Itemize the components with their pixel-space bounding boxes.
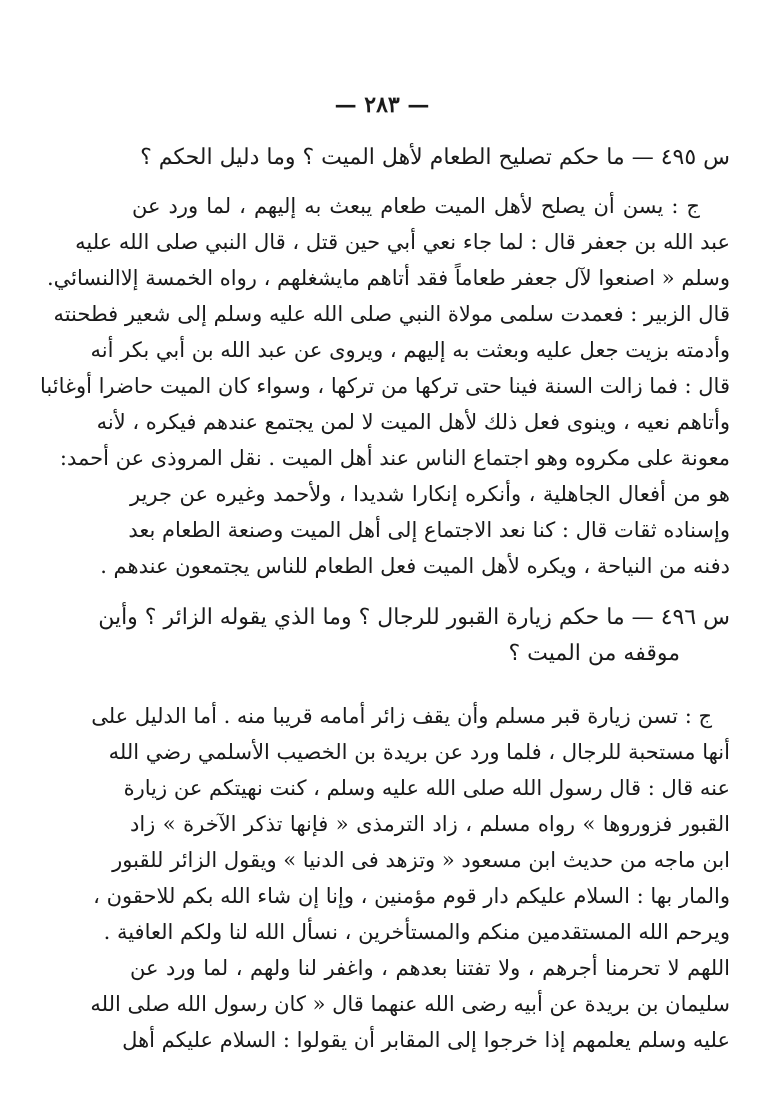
question-text-line: س ٤٩٥ — ما حكم تصليح الطعام لأهل الميت ؟ وما دليل الحكم ؟ <box>140 145 730 170</box>
question-text-line: موقفه من الميت ؟ <box>508 641 680 666</box>
answer-line: دفنه من النياحة ، ويكره لأهل الميت فعل الطعام للناس يجتمعون عندهم . <box>100 554 730 578</box>
answer-line <box>130 1060 730 1092</box>
answer-line: أنها مستحبة للرجال ، فلما ورد عن بريدة بن الخصيب الأسلمي رضي الله <box>108 740 730 764</box>
answer-line: عبد الله بن جعفر قال : لما جاء نعي أبي حين قتل ، قال النبي صلى الله عليه <box>75 230 730 254</box>
answer-line: وأدمته بزيت جعل عليه وبعثت به إليهم ، ويروى عن عبد الله بن أبي بكر أنه <box>90 338 730 362</box>
answer-line: وإسناده ثقات قال : كنا نعد الاجتماع إلى أهل الميت وصنعة الطعام بعد <box>128 518 730 542</box>
answer-line: ابن ماجه من حديث ابن مسعود « وتزهد فى الدنيا » ويقول الزائر للقبور <box>112 848 730 872</box>
answer-line: قال الزبير : فعمدت سلمى مولاة النبي صلى الله عليه وسلم إلى شعير فطحنته <box>53 302 730 326</box>
answer-line: اللهم لا تحرمنا أجرهم ، ولا تفتنا بعدهم ، واغفر لنا ولهم ، لما ورد عن <box>130 956 730 980</box>
question-text-line: س ٤٩٦ — ما حكم زيارة القبور للرجال ؟ وما الذي يقوله الزائر ؟ وأين <box>98 605 730 630</box>
answer-line: سليمان بن بريدة عن أبيه رضى الله عنهما قال « كان رسول الله صلى الله <box>90 992 730 1016</box>
answer-line: قال : فما زالت السنة فينا حتى تركها من تركها ، وسواء كان الميت حاضرا أوغائبا <box>39 374 730 398</box>
answer-line: والمار بها : السلام عليكم دار قوم مؤمنين ، وإنا إن شاء الله بكم للاحقون ، <box>93 884 730 908</box>
answer-line: عنه قال : قال رسول الله صلى الله عليه وسلم ، كنت نهيتكم عن زيارة <box>123 776 730 800</box>
question-text-line <box>168 142 208 174</box>
page-number: — ٢٨٣ — <box>334 92 430 118</box>
answer-line: ويرحم الله المستقدمين منكم والمستأخرين ، نسأل الله لنا ولكم العافية . <box>103 920 730 944</box>
answer-line: هو من أفعال الجاهلية ، وأنكره إنكارا شديدا ، ولأحمد وغيره عن جرير <box>130 482 730 506</box>
answer-line: وسلم « اصنعوا لآل جعفر طعاماً فقد أتاهم مايشغلهم ، رواه الخمسة إلاالنسائي. <box>46 266 730 290</box>
answer-line: معونة على مكروه وهو اجتماع الناس عند أهل الميت . نقل المروذى عن أحمد: <box>59 446 730 470</box>
answer-line: عليه وسلم يعلمهم إذا خرجوا إلى المقابر أن يقولوا : السلام عليكم أهل <box>122 1028 730 1052</box>
answer-line: القبور فزوروها » رواه مسلم ، زاد الترمذى « فإنها تذكر الآخرة » زاد <box>130 812 730 836</box>
answer-line: ج : يسن أن يصلح لأهل الميت طعام يبعث به إليهم ، لما ورد عن <box>132 194 700 218</box>
answer-line: ج : تسن زيارة قبر مسلم وأن يقف زائر أمامه قريبا منه . أما الدليل على <box>91 704 712 728</box>
answer-line: وأتاهم نعيه ، وينوى فعل ذلك لأهل الميت لا لمن يجتمع عندهم فيكره ، لأنه <box>96 410 730 434</box>
